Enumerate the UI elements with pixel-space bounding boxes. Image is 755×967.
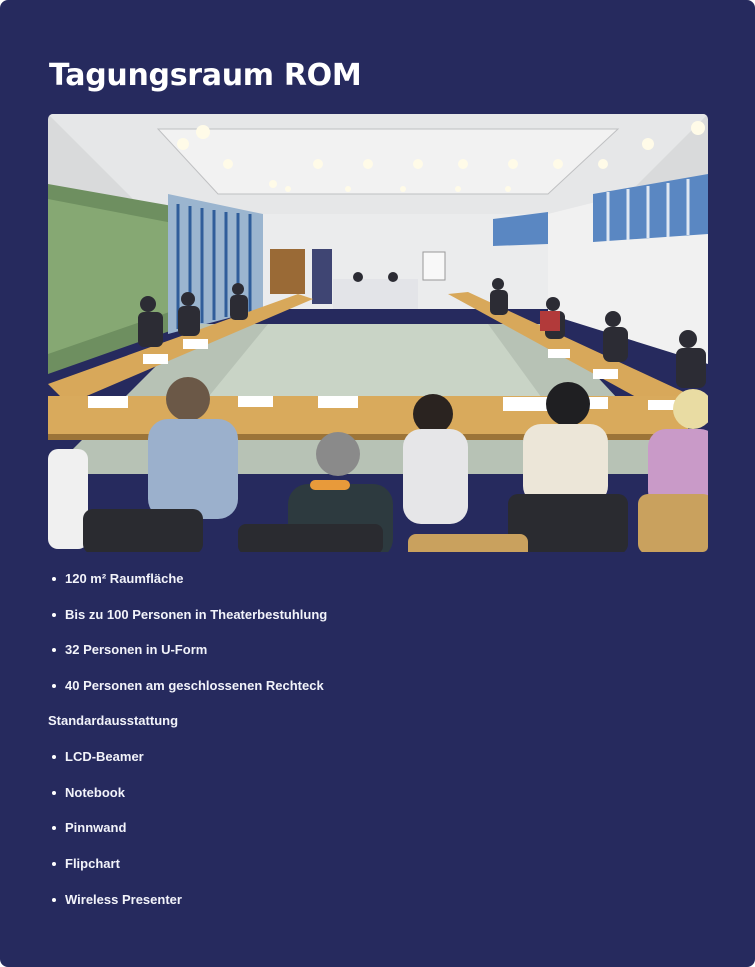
list-item: 120 m² Raumfläche <box>52 571 327 607</box>
list-item: Pinnwand <box>52 820 182 856</box>
conference-room-photo <box>48 114 708 552</box>
equipment-heading: Standardausstattung <box>48 713 179 728</box>
list-item: LCD-Beamer <box>52 749 182 785</box>
bullet-icon <box>52 684 56 688</box>
list-item: Flipchart <box>52 856 182 892</box>
list-item: Bis zu 100 Personen in Theaterbestuhlung <box>52 607 327 643</box>
bullet-icon <box>52 898 56 902</box>
bullet-icon <box>52 826 56 830</box>
list-item: 32 Personen in U-Form <box>52 642 327 678</box>
bullet-icon <box>52 648 56 652</box>
list-item: Wireless Presenter <box>52 892 182 928</box>
bullet-icon <box>52 755 56 759</box>
bullet-icon <box>52 613 56 617</box>
bullet-icon <box>52 577 56 581</box>
list-item: 40 Personen am geschlossenen Rechteck <box>52 678 327 714</box>
bullet-icon <box>52 791 56 795</box>
equipment-list <box>52 749 182 927</box>
feature-list <box>52 571 327 714</box>
list-item: Notebook <box>52 785 182 821</box>
page-title: Tagungsraum ROM <box>49 58 362 93</box>
bullet-icon <box>52 862 56 866</box>
